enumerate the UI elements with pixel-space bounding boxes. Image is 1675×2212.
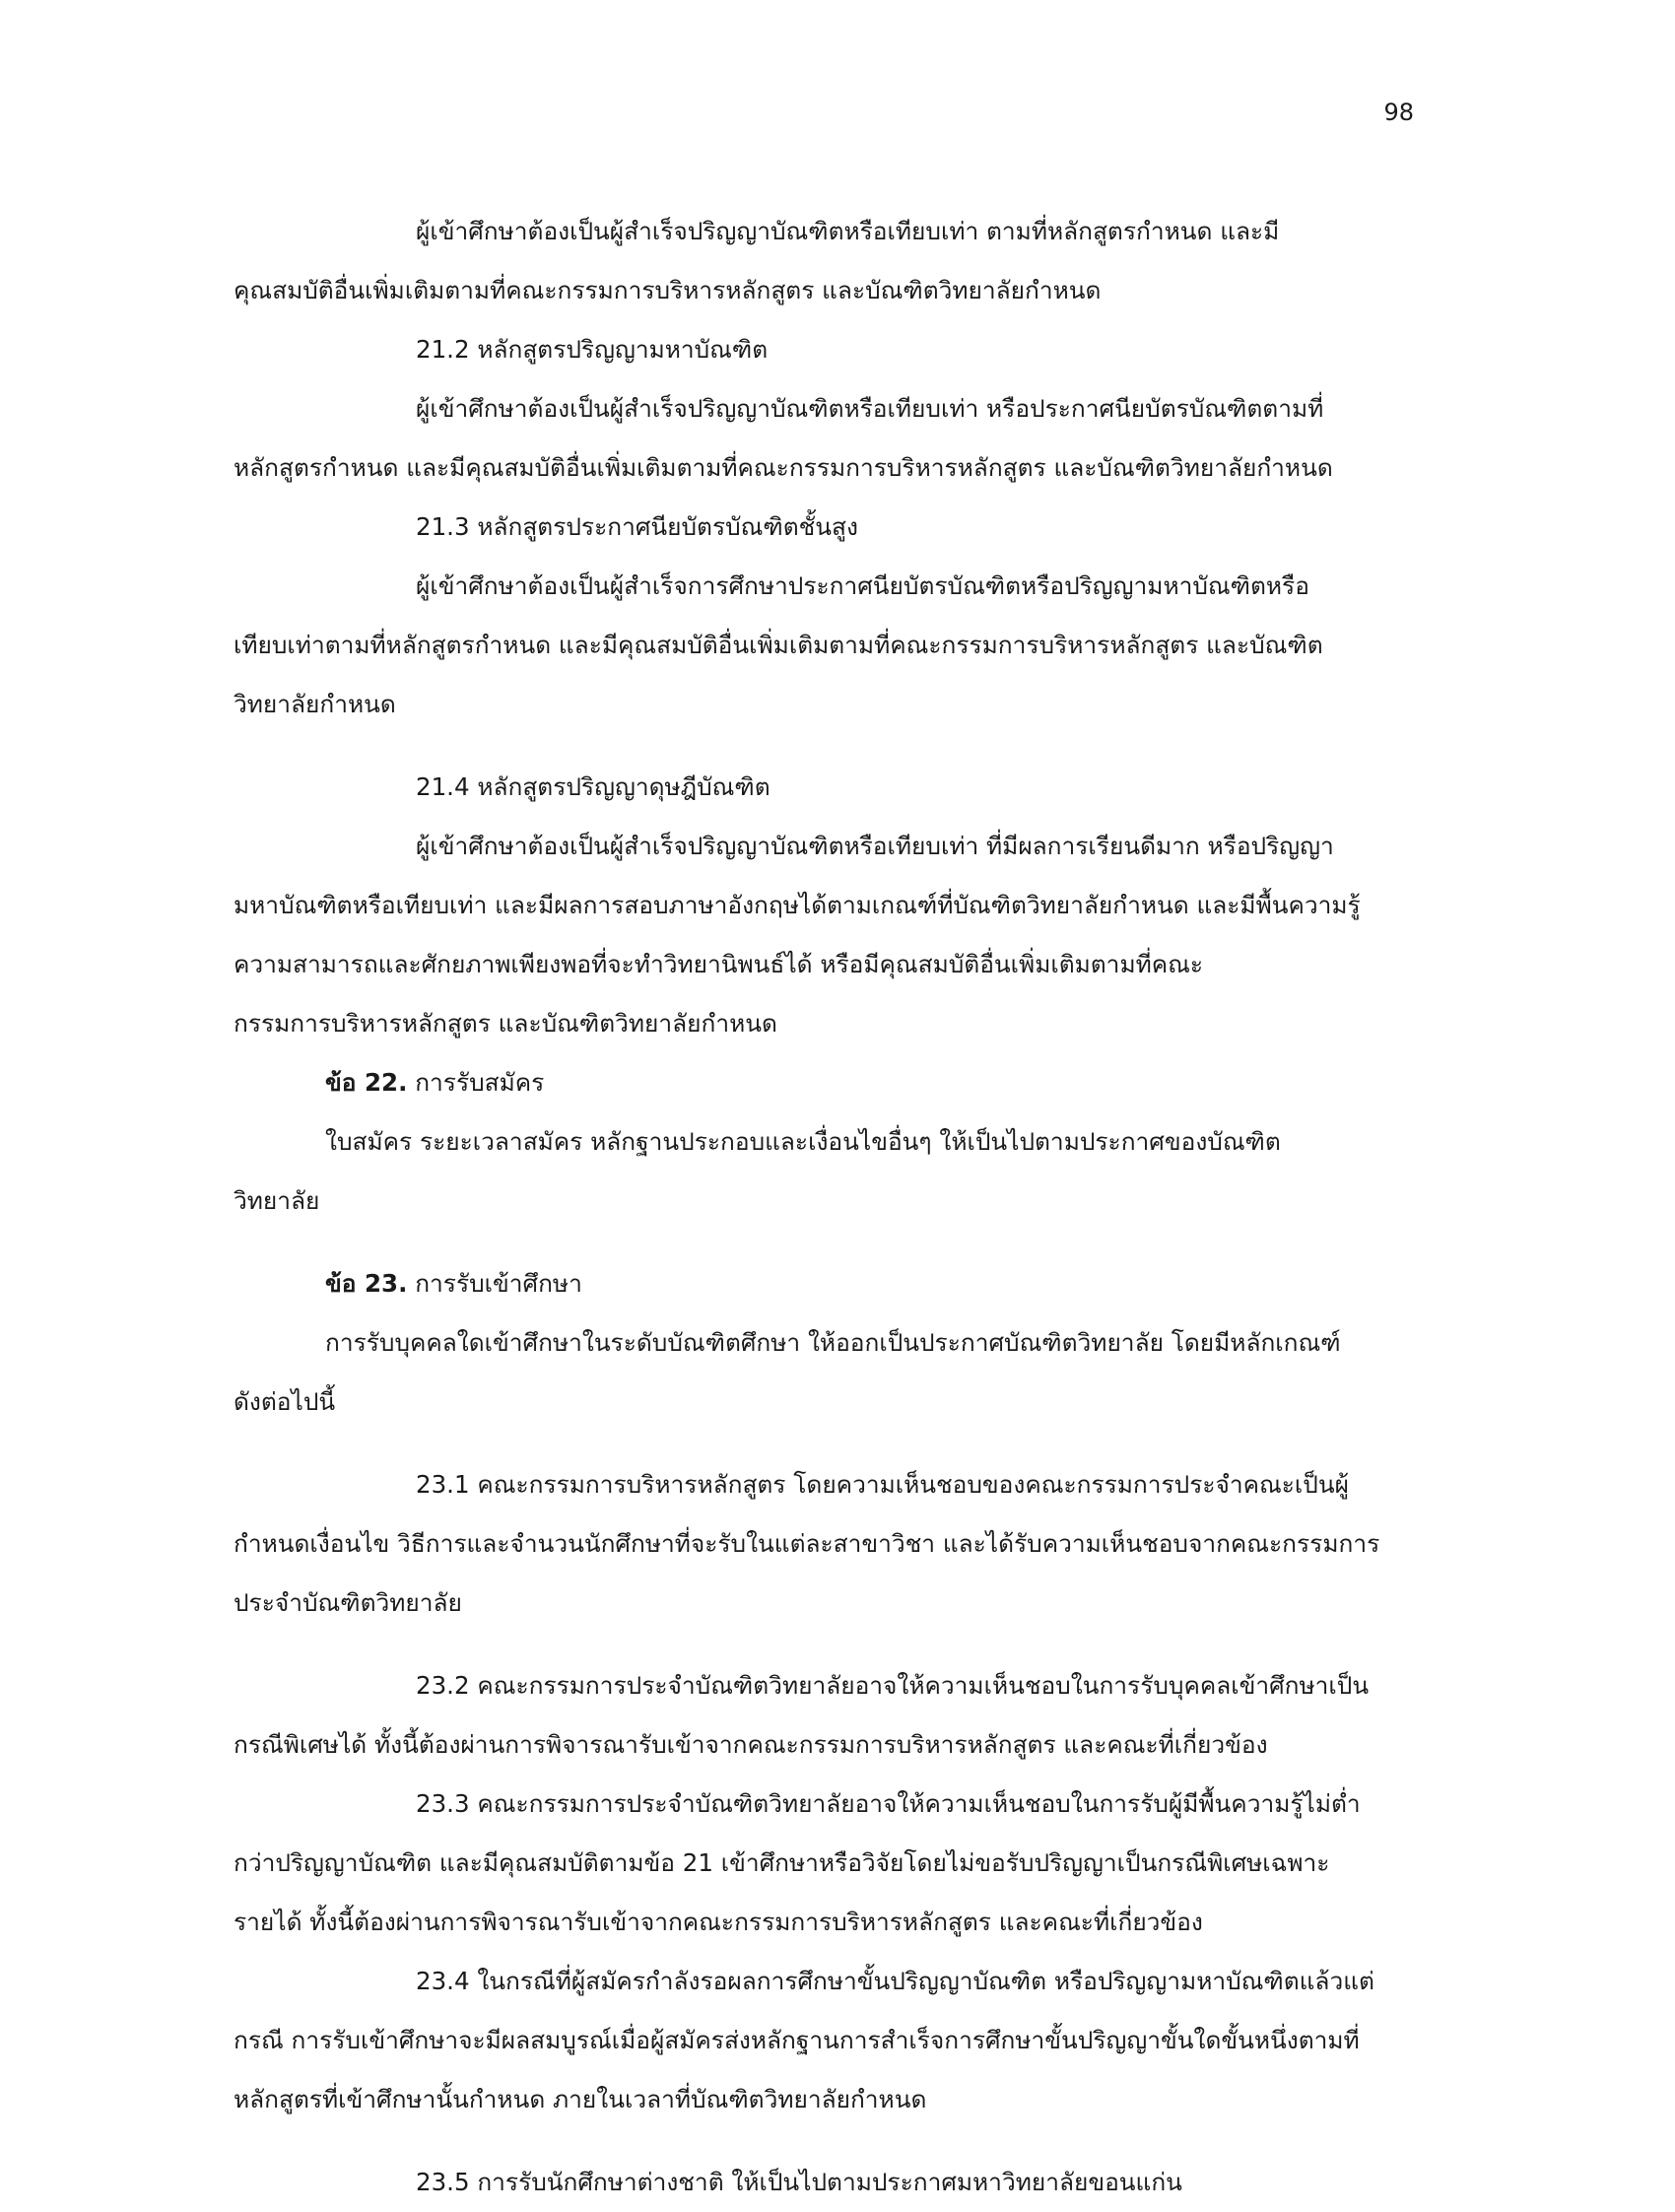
paragraph-line: 23.1 คณะกรรมการบริหารหลักสูตร โดยความเห็นชอบของคณะกรรมการประจำคณะเป็นผู้ bbox=[416, 1470, 1349, 1499]
paragraph-line: ผู้เข้าศึกษาต้องเป็นผู้สำเร็จปริญญาบัณฑิตหรือเทียบเท่า ที่มีผลการเรียนดีมาก หรือปริญญา bbox=[416, 832, 1334, 860]
section-heading: 21.3 หลักสูตรประกาศนียบัตรบัณฑิตชั้นสูง bbox=[416, 512, 858, 541]
paragraph-line: ผู้เข้าศึกษาต้องเป็นผู้สำเร็จการศึกษาประกาศนียบัตรบัณฑิตหรือปริญญามหาบัณฑิตหรือ bbox=[416, 571, 1309, 600]
paragraph-line: กรรมการบริหารหลักสูตร และบัณฑิตวิทยาลัยกำหนด bbox=[234, 1009, 777, 1038]
paragraph-line: 23.3 คณะกรรมการประจำบัณฑิตวิทยาลัยอาจให้ความเห็นชอบในการรับผู้มีพื้นความรู้ไม่ต่ำ bbox=[416, 1789, 1361, 1818]
paragraph-line: วิทยาลัยกำหนด bbox=[234, 690, 396, 718]
document-body bbox=[234, 202, 1416, 2212]
article-number: ข้อ 23. bbox=[325, 1269, 408, 1298]
paragraph-line: คุณสมบัติอื่นเพิ่มเติมตามที่คณะกรรมการบริหารหลักสูตร และบัณฑิตวิทยาลัยกำหนด bbox=[234, 276, 1102, 304]
article-22-heading bbox=[234, 1053, 1416, 1112]
page-number: 98 bbox=[1383, 99, 1414, 126]
paragraph-line: กำหนดเงื่อนไข วิธีการและจำนวนนักศึกษาที่จะรับในแต่ละสาขาวิชา และได้รับความเห็นชอบจากคณะกรรมการ bbox=[234, 1529, 1380, 1558]
paragraph-line: หลักสูตรกำหนด และมีคุณสมบัติอื่นเพิ่มเติมตามที่คณะกรรมการบริหารหลักสูตร และบัณฑิตวิทยาลัยกำหนด bbox=[234, 453, 1333, 482]
paragraph-line: เทียบเท่าตามที่หลักสูตรกำหนด และมีคุณสมบัติอื่นเพิ่มเติมตามที่คณะกรรมการบริหารหลักสูตร และบัณฑิต bbox=[234, 631, 1323, 659]
article-title: การรับเข้าศึกษา bbox=[407, 1269, 582, 1298]
paragraph-line: การรับบุคคลใดเข้าศึกษาในระดับบัณฑิตศึกษา ให้ออกเป็นประกาศบัณฑิตวิทยาลัย โดยมีหลักเกณฑ์ bbox=[325, 1328, 1341, 1357]
paragraph-line: กรณี การรับเข้าศึกษาจะมีผลสมบูรณ์เมื่อผู้สมัครส่งหลักฐานการสำเร็จการศึกษาขั้นปริญญาขั้นใดขั้นหนึ่งตามที่ bbox=[234, 2026, 1360, 2054]
paragraph-line: ประจำบัณฑิตวิทยาลัย bbox=[234, 1588, 462, 1617]
section-heading: 21.2 หลักสูตรปริญญามหาบัณฑิต bbox=[416, 335, 769, 364]
section-heading: 21.4 หลักสูตรปริญญาดุษฎีบัณฑิต bbox=[416, 772, 770, 801]
paragraph-line: มหาบัณฑิตหรือเทียบเท่า และมีผลการสอบภาษาอังกฤษได้ตามเกณฑ์ที่บัณฑิตวิทยาลัยกำหนด และมีพื้นความรู้ bbox=[234, 891, 1361, 919]
paragraph-line: ใบสมัคร ระยะเวลาสมัคร หลักฐานประกอบและเงื่อนไขอื่นๆ ให้เป็นไปตามประกาศของบัณฑิต bbox=[325, 1127, 1281, 1156]
paragraph-line: 23.4 ในกรณีที่ผู้สมัครกำลังรอผลการศึกษาขั้นปริญญาบัณฑิต หรือปริญญามหาบัณฑิตแล้วแต่ bbox=[416, 1967, 1374, 1995]
paragraph-line: 23.2 คณะกรรมการประจำบัณฑิตวิทยาลัยอาจให้ความเห็นชอบในการรับบุคคลเข้าศึกษาเป็น bbox=[416, 1671, 1370, 1700]
paragraph-line: ความสามารถและศักยภาพเพียงพอที่จะทำวิทยานิพนธ์ได้ หรือมีคุณสมบัติอื่นเพิ่มเติมตามที่คณะ bbox=[234, 950, 1204, 978]
article-number: ข้อ 22. bbox=[325, 1068, 408, 1097]
paragraph-line: ผู้เข้าศึกษาต้องเป็นผู้สำเร็จปริญญาบัณฑิตหรือเทียบเท่า หรือประกาศนียบัตรบัณฑิตตามที่ bbox=[416, 394, 1324, 423]
paragraph-line: หลักสูตรที่เข้าศึกษานั้นกำหนด ภายในเวลาที่บัณฑิตวิทยาลัยกำหนด bbox=[234, 2085, 927, 2113]
paragraph-line: รายได้ ทั้งนี้ต้องผ่านการพิจารณารับเข้าจากคณะกรรมการบริหารหลักสูตร และคณะที่เกี่ยวข้อง bbox=[234, 1908, 1203, 1936]
paragraph-line: ผู้เข้าศึกษาต้องเป็นผู้สำเร็จปริญญาบัณฑิตหรือเทียบเท่า ตามที่หลักสูตรกำหนด และมี bbox=[416, 217, 1280, 245]
paragraph-line: กรณีพิเศษได้ ทั้งนี้ต้องผ่านการพิจารณารับเข้าจากคณะกรรมการบริหารหลักสูตร และคณะที่เกี่ยวข้อง bbox=[234, 1730, 1268, 1759]
article-title: การรับสมัคร bbox=[407, 1068, 545, 1097]
paragraph-line: วิทยาลัย bbox=[234, 1186, 320, 1215]
paragraph-line: 23.5 การรับนักศึกษาต่างชาติ ให้เป็นไปตามประกาศมหาวิทยาลัยขอนแก่น bbox=[416, 2168, 1182, 2196]
paragraph-line: กว่าปริญญาบัณฑิต และมีคุณสมบัติตามข้อ 21 เข้าศึกษาหรือวิจัยโดยไม่ขอรับปริญญาเป็นกรณีพิเศษเฉพาะ bbox=[234, 1848, 1330, 1877]
article-23-heading bbox=[234, 1254, 1416, 1313]
paragraph-line: ดังต่อไปนี้ bbox=[234, 1387, 336, 1416]
